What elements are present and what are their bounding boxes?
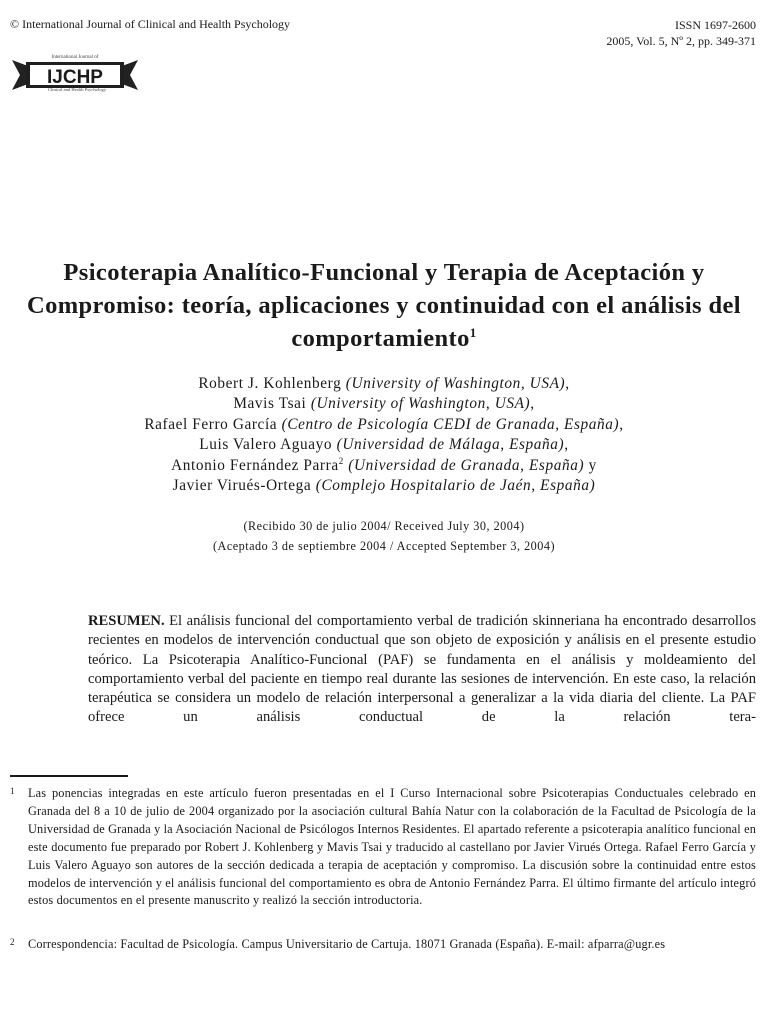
footnote-mark: 1 [10, 786, 15, 796]
footnote-2 [10, 936, 756, 954]
issn-text: ISSN 1697-2600 [674, 18, 756, 32]
author-separator: , [565, 375, 570, 392]
abstract-paragraph [88, 612, 756, 728]
author-list [20, 374, 748, 496]
author-separator: , [564, 436, 569, 454]
journal-citation-block [606, 17, 756, 49]
author-name: Mavis Tsai [233, 395, 307, 413]
author-line [20, 435, 748, 455]
article-title-text: Psicoterapia Analítico-Funcional y Terapia de Aceptación y Compromiso: teoría, aplicaciones y continuidad con el análisis del comportamiento [26, 259, 741, 352]
abstract-text: El análisis funcional del comportamiento verbal de tradición skinneriana ha encontrado desarrollos recientes en modelos de intervención conductual que son objeto de exposición y análisis en el presente estudio teórico. La Psicoterapia Analítico-Funcional (PAF) se fundamenta en el análisis y moldeamiento del comportamiento verbal del paciente en tiempo real durante las sesiones de intervención. En este caso, la relación terapéutica se considera un modelo de relación interpersonal a generalizar a la vida diaria del cliente. La PAF ofrece un análisis conductual de la relación tera- [88, 613, 756, 726]
received-date: (Recibido 30 de julio 2004/ Received July 30, 2004) [243, 519, 525, 533]
footnote-mark: 2 [10, 937, 15, 947]
author-name: Luis Valero Aguayo [199, 436, 333, 454]
footnote-divider [10, 775, 128, 777]
article-title [20, 256, 748, 355]
journal-logo [10, 50, 140, 92]
author-separator: , [530, 395, 535, 413]
author-footnote-mark: 2 [338, 455, 344, 466]
ijchp-logo-icon [10, 50, 140, 92]
author-line [20, 476, 748, 496]
logo-top-text: International Journal of [51, 55, 99, 60]
abstract-label: RESUMEN. [88, 613, 165, 629]
author-name: Rafael Ferro García [144, 415, 278, 433]
author-line [20, 394, 748, 414]
author-separator: y [584, 456, 597, 474]
author-affiliation: (University of Washington, USA) [345, 375, 566, 392]
accepted-date: (Aceptado 3 de septiembre 2004 / Accepted September 3, 2004) [212, 538, 556, 553]
author-line [20, 374, 748, 394]
author-affiliation: (Universidad de Málaga, España) [336, 436, 565, 454]
author-name: Javier Virués-Ortega [172, 477, 312, 495]
author-affiliation: (Complejo Hospitalario de Jaén, España) [315, 477, 596, 495]
title-footnote-mark: 1 [469, 324, 477, 340]
author-affiliation: (University of Washington, USA) [310, 395, 531, 413]
submission-dates [20, 517, 748, 556]
footnote-text: Las ponencias integradas en este artículo fueron presentadas en el I Curso Internacional sobre Psicoterapias Conductuales celebrado en Granada del 8 a 10 de julio de 2004 organizado por la asociación cultural Bahía Natur con la colaboración de la Facultad de Psicología de la Universidad de Granada y la Asociación Nacional de Psicólogos Internos Residentes. El apartado referente a psicoterapia analítico funcional en este documento fue preparado por Robert J. Kohlenberg y Mavis Tsai y traducido al castellano por Javier Virués Ortega. Rafael Ferro García y Luis Valero Aguayo son autores de la sección dedicada a terapia de aceptación y compromiso. La discusión sobre la continuidad entre estos modelos de intervención y el análisis funcional del comportamiento es obra de Antonio Fernández Parra. El último firmante del artículo integró estos documentos en el presente manuscrito y realizó la sección introductoria. [28, 786, 756, 908]
author-affiliation: (Centro de Psicología CEDI de Granada, España) [281, 415, 620, 433]
author-line [20, 415, 748, 435]
logo-bottom-text: Clinical and Health Psychology [47, 87, 107, 92]
author-line [20, 456, 748, 476]
volume-citation: 2005, Vol. 5, Nº 2, pp. 349-371 [606, 34, 756, 48]
footnote-1 [10, 785, 756, 910]
logo-acronym: IJCHP [47, 67, 103, 88]
author-name: Antonio Fernández Parra [171, 456, 339, 474]
footnote-text: Correspondencia: Facultad de Psicología. Campus Universitario de Cartuja. 18071 Granada (España). E-mail: afparra@ugr.es [28, 937, 666, 951]
journal-copyright: © International Journal of Clinical and Health Psychology [10, 17, 291, 31]
author-affiliation: (Universidad de Granada, España) [348, 456, 585, 474]
author-name: Robert J. Kohlenberg [198, 375, 342, 392]
author-separator: , [619, 415, 624, 433]
